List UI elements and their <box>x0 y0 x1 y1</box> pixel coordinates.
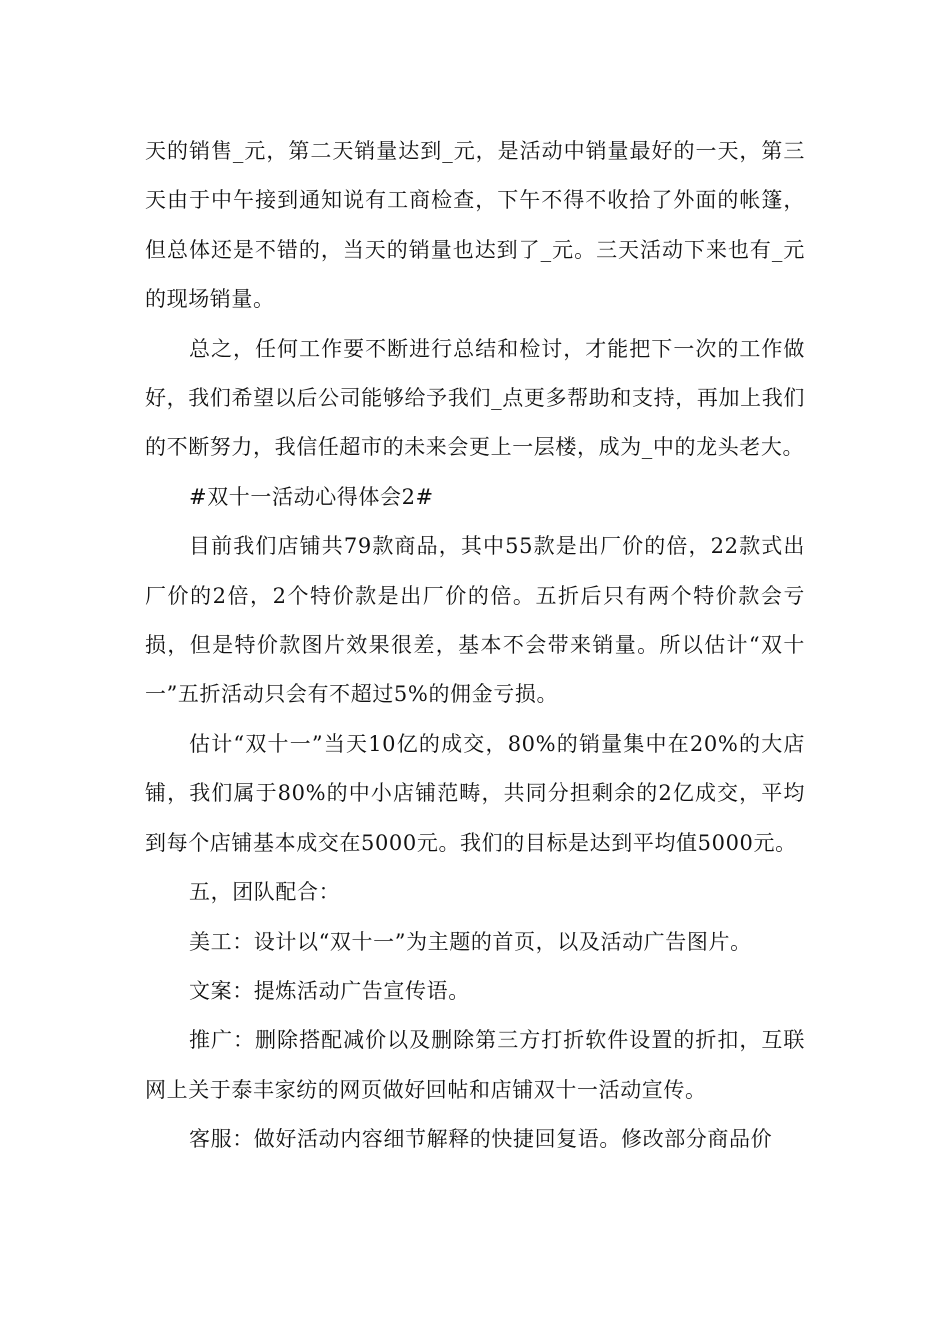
paragraph-copywriting-role: 文案：提炼活动广告宣传语。 <box>189 978 470 1003</box>
paragraph-sales-estimate: 估计“双十一”当天10亿的成交，80%的销量集中在20%的大店铺，我们属于80%的中小店铺范畴，共同分担剩余的2亿成交，平均到每个店铺基本成交在5000元。我们的目标是达到平均值5000元。 <box>145 731 805 855</box>
paragraph-customer-service-role: 客服：做好活动内容细节解释的快捷回复语。修改部分商品价 <box>189 1127 773 1152</box>
paragraph-team-heading: 五，团队配合： <box>189 880 341 905</box>
paragraph-product-pricing: 目前我们店铺共79款商品，其中55款是出厂价的倍，22款式出厂价的2倍，2个特价款是出厂价的倍。五折后只有两个特价款会亏损，但是特价款图片效果很差，基本不会带来销量。所以估计“双十一”五折活动只会有不超过5%的佣金亏损。 <box>145 534 805 707</box>
document-body <box>145 127 805 1165</box>
paragraph-sales-summary: 天的销售_元，第二天销量达到_元，是活动中销量最好的一天，第三天由于中午接到通知说有工商检查，下午不得不收拾了外面的帐篷，但总体还是不错的，当天的销量也达到了_元。三天活动下来也有_元的现场销量。 <box>145 139 805 312</box>
paragraph-conclusion: 总之，任何工作要不断进行总结和检讨，才能把下一次的工作做好，我们希望以后公司能够给予我们_点更多帮助和支持，再加上我们的不断努力，我信任超市的未来会更上一层楼，成为_中的龙头老大。 <box>145 336 805 460</box>
paragraph-promotion-role: 推广：删除搭配减价以及删除第三方打折软件设置的折扣，互联网上关于泰丰家纺的网页做好回帖和店铺双十一活动宣传。 <box>145 1028 805 1102</box>
section-heading: #双十一活动心得体会2# <box>189 484 434 509</box>
paragraph-design-role: 美工：设计以“双十一”为主题的首页，以及活动广告图片。 <box>189 929 752 954</box>
